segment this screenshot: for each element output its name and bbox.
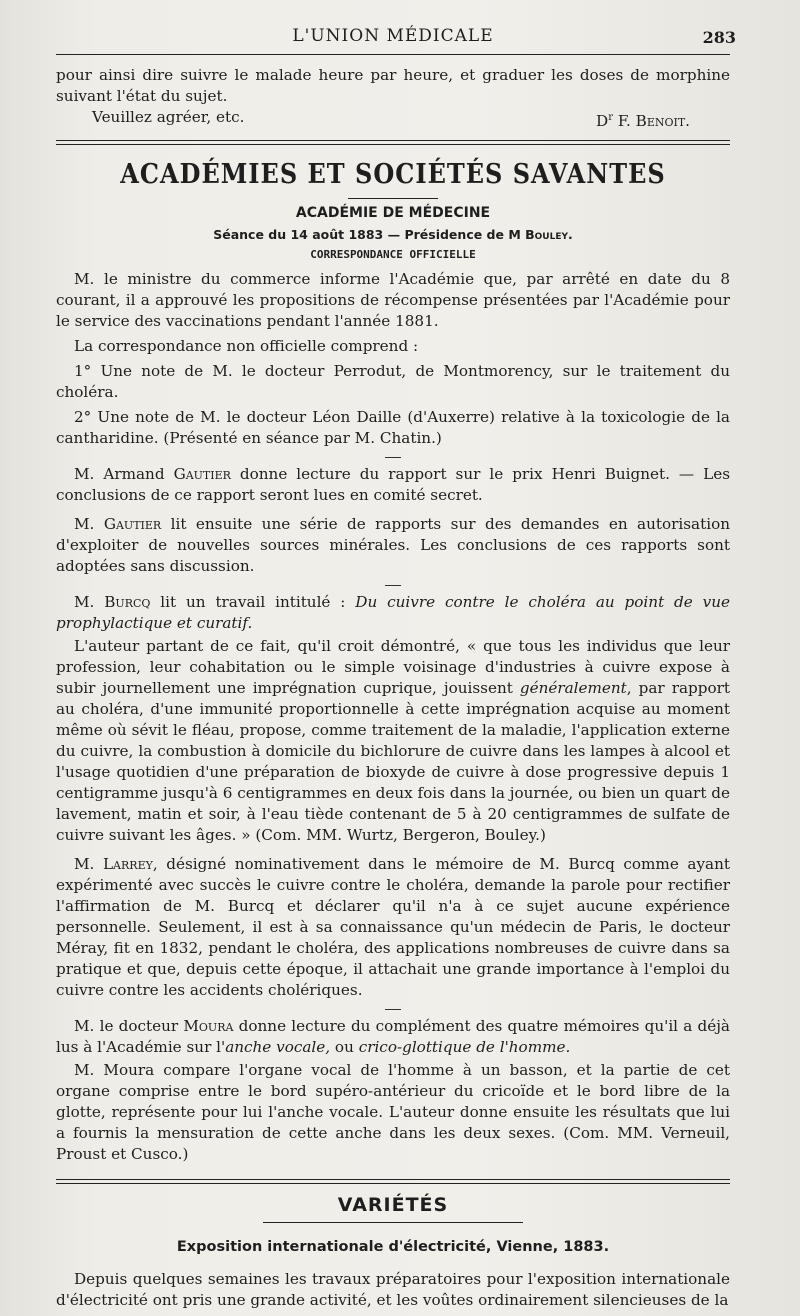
varietes-rule bbox=[263, 1222, 523, 1223]
p9-prefix: M. bbox=[74, 855, 103, 874]
p8-b: , par rapport au choléra, d'une immunité proportionnelle à cette imprégnation acquise au moment même où sévit le fléau, propose, comme traitement de la maladie, l'application externe du cuivre, la combustion à domicile du bichlorure de cuivre dans les lampes à alcool et l'usage quotidien d'une préparation de bioxyde de cuivre à dose progressive depuis 1 centigramme jusqu'à 6 centigrammes en deux fois dans la journée, ou bien un quart de lavement, matin et soir, à l'eau tiède contenant de 5 à 20 centigrammes de sulfate de cuivre suivant les âges. » (Com. MM. Wurtz, Bergeron, Bouley.) bbox=[56, 679, 730, 845]
p5-prefix: M. Armand bbox=[74, 465, 174, 484]
p10-italic-1: anche vocale, bbox=[225, 1038, 331, 1057]
closing-formula: Veuillez agréer, etc. bbox=[92, 108, 245, 126]
session-president: Bouley. bbox=[525, 227, 573, 243]
separator bbox=[385, 585, 401, 586]
correspondence-heading: CORRESPONDANCE OFFICIELLE bbox=[310, 248, 476, 262]
p10-mid: donne lecture du complément des quatre mémoires qu'il a déjà lus à l'Académie sur l' bbox=[56, 1017, 730, 1057]
title-rule bbox=[348, 198, 438, 199]
gap bbox=[56, 846, 730, 854]
signature-prefix: D bbox=[596, 112, 609, 131]
paragraph-ministre: M. le ministre du commerce informe l'Académie que, par arrêté en date du 8 courant, il a approuvé les propositions de récompense présentées par l'Académie pour le service des vaccinations pendant l'année 1881. bbox=[56, 270, 730, 331]
paragraph-exposition: Depuis quelques semaines les travaux préparatoires pour l'exposition internationale d'électricité ont pris une grande activité, et les voûtes ordinairement silencieuses de la bbox=[56, 1270, 730, 1310]
paragraph-larrey bbox=[56, 854, 730, 1001]
p7-title: Du cuivre contre le choléra au point de vue prophylactique et curatif. bbox=[56, 593, 730, 633]
separator bbox=[385, 1009, 401, 1010]
paragraph-auteur bbox=[56, 636, 730, 846]
letter-end-text: pour ainsi dire suivre le malade heure par heure, et graduer les doses de morphine suivant l'état du sujet. bbox=[56, 66, 730, 105]
p10-or: ou bbox=[330, 1038, 359, 1057]
p8-a: L'auteur partant de ce fait, qu'il croit démontré, « que tous les individus que leur profession, leur cohabitation ou le simple voisinage d'industries à cuivre expose à subir journellement une imprégnation cuprique, jouissent bbox=[56, 637, 730, 698]
paragraph-correspondance: La correspondance non officielle comprend : bbox=[74, 337, 419, 356]
paragraph-note-2: 2° Une note de M. le docteur Léon Daille (d'Auxerre) relative à la toxicologie de la cantharidine. (Présenté en séance par M. Chatin.) bbox=[56, 408, 730, 448]
p10-italic-2: crico-glottique de l'homme. bbox=[358, 1038, 571, 1057]
paragraph-gautier-1 bbox=[56, 464, 730, 506]
p7-name: Burcq bbox=[104, 593, 151, 612]
p6-rest: lit ensuite une série de rapports sur des demandes en autorisation d'exploiter de nouvelles sources minérales. Les conclusions de ces rapports sont adoptées sans discussion. bbox=[56, 515, 730, 576]
p10-prefix: M. le docteur bbox=[74, 1017, 184, 1036]
p8-italic: généralement bbox=[519, 679, 627, 698]
page-number: 283 bbox=[702, 28, 736, 47]
signature bbox=[596, 107, 690, 132]
separator bbox=[385, 457, 401, 458]
p9-rest: , désigné nominativement dans le mémoire de M. Burcq comme ayant expérimenté avec succès le cuivre contre le choléra, demande la parole pour rectifier l'affirmation de M. Burcq et déclarer qu'il n'a à ce sujet aucune expérience personnelle. Seulement, il est à sa connaissance qu'un médecin de Paris, le docteur Méray, fit en 1832, pendant le choléra, des applications nombreuses de cuivre dans sa pratique et que, depuis cette époque, il attachait une grande importance à l'emploi du cuivre contre les accidents cholériques. bbox=[56, 855, 730, 1000]
signature-name: F. Benoit. bbox=[617, 112, 690, 131]
page-header bbox=[56, 18, 736, 50]
p10-name: Moura bbox=[183, 1017, 234, 1036]
p9-name: Larrey bbox=[102, 855, 153, 874]
academy-heading: ACADÉMIE DE MÉDECINE bbox=[295, 205, 491, 222]
section-top-rule bbox=[56, 140, 730, 145]
gap bbox=[56, 506, 730, 514]
paragraph-moura-1 bbox=[56, 1016, 730, 1058]
p5-rest: donne lecture du rapport sur le prix Henri Buignet. — Les conclusions de ce rapport seront lues en comité secret. bbox=[56, 465, 730, 505]
header-rule bbox=[56, 54, 730, 55]
paragraph-moura-2: M. Moura compare l'organe vocal de l'homme à un basson, et la partie de cet organe comprise entre le bord supéro-antérieur du cricoïde et le bord libre de la glotte, représente pour lui l'anche vocale. L'auteur donne ensuite les résultats que lui a fournis la mensuration de cette anche dans les deux sexes. (Com. MM. Verneuil, Proust et Cusco.) bbox=[56, 1061, 730, 1164]
p6-prefix: M. bbox=[74, 515, 104, 534]
section-title: ACADÉMIES ET SOCIÉTÉS SAVANTES bbox=[120, 157, 666, 190]
p6-name: Gautier bbox=[103, 515, 162, 534]
session-text: Séance du 14 août 1883 — Présidence de M bbox=[213, 227, 526, 243]
varietes-top-rule bbox=[56, 1179, 730, 1184]
session-line bbox=[56, 227, 730, 242]
running-title: L'UNION MÉDICALE bbox=[292, 26, 494, 46]
p5-name: Gautier bbox=[173, 465, 231, 484]
paragraph-burcq bbox=[56, 592, 730, 634]
paragraph-note-1: 1° Une note de M. le docteur Perrodut, de Montmorency, sur le traitement du choléra. bbox=[56, 362, 730, 402]
closing-line bbox=[56, 107, 730, 132]
exposition-heading: Exposition internationale d'électricité, Vienne, 1883. bbox=[176, 1239, 610, 1256]
paragraph-gautier-2 bbox=[56, 514, 730, 577]
signature-prefix-sup: r bbox=[608, 112, 613, 123]
p7-mid: lit un travail intitulé : bbox=[150, 593, 356, 612]
p7-prefix: M. bbox=[74, 593, 105, 612]
varietes-title: VARIÉTÉS bbox=[337, 1194, 449, 1217]
